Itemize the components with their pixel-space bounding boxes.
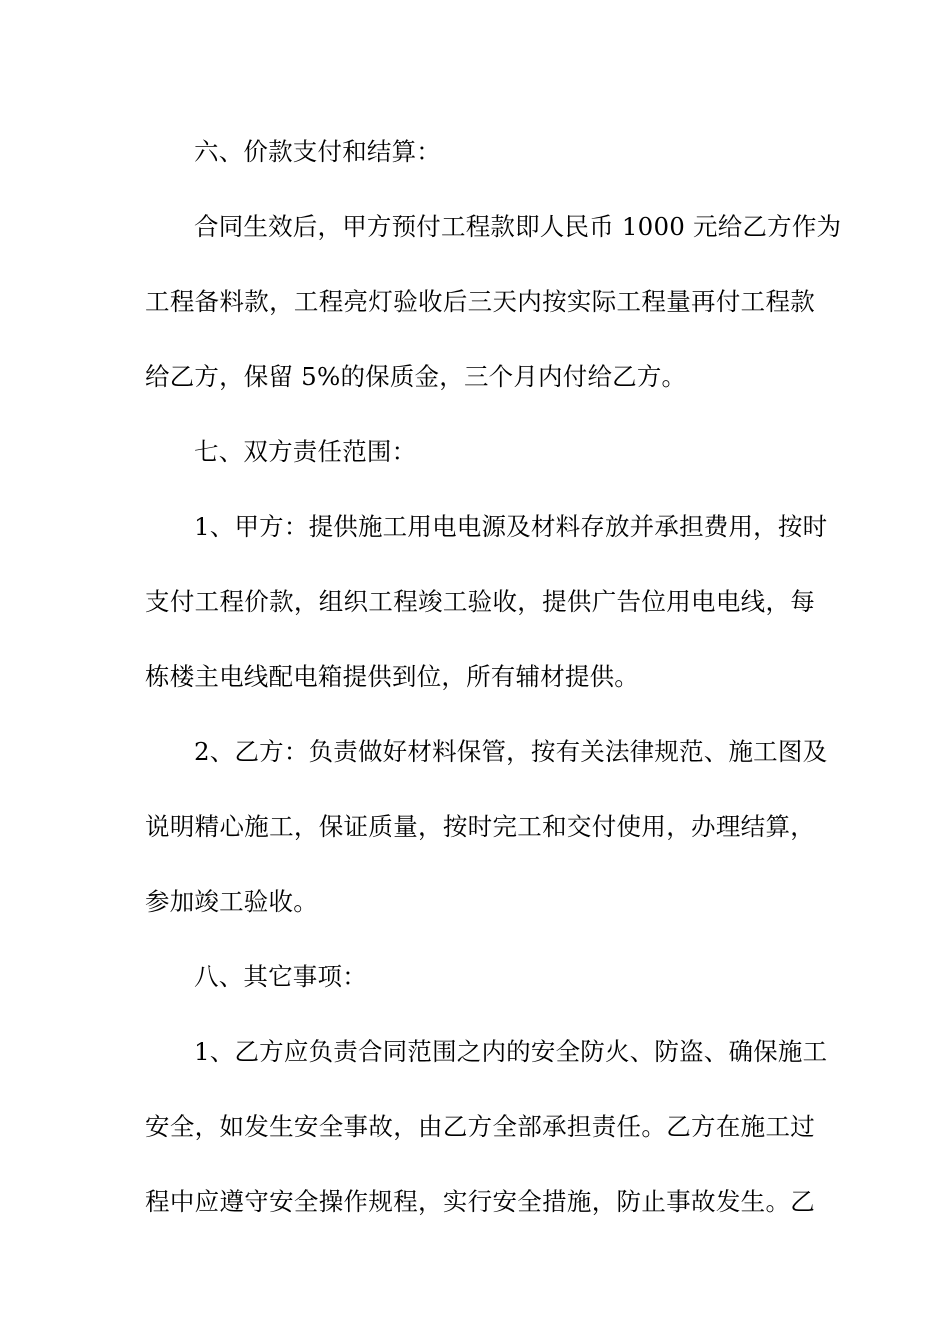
paragraph-line: 说明精心施工，保证质量，按时完工和交付使用，办理结算， <box>145 812 815 841</box>
paragraph-line: 1、甲方：提供施工用电电源及材料存放并承担费用，按时 <box>194 512 828 541</box>
paragraph-line: 栋楼主电线配电箱提供到位，所有辅材提供。 <box>145 662 639 691</box>
paragraph-line: 工程备料款，工程亮灯验收后三天内按实际工程量再付工程款 <box>145 287 815 316</box>
section-heading-other-matters: 八、其它事项： <box>194 962 367 991</box>
section-heading-responsibilities: 七、双方责任范围： <box>194 437 417 466</box>
paragraph-line: 1、乙方应负责合同范围之内的安全防火、防盗、确保施工 <box>194 1037 828 1066</box>
paragraph-line: 支付工程价款，组织工程竣工验收，提供广告位用电电线，每 <box>145 587 815 616</box>
paragraph-line: 安全，如发生安全事故，由乙方全部承担责任。乙方在施工过 <box>145 1112 815 1141</box>
paragraph-line: 2、乙方：负责做好材料保管，按有关法律规范、施工图及 <box>194 737 828 766</box>
paragraph-line: 合同生效后，甲方预付工程款即人民币 1000 元给乙方作为 <box>194 212 842 241</box>
section-heading-payment: 六、价款支付和结算： <box>194 137 441 166</box>
paragraph-line: 给乙方，保留 5%的保质金，三个月内付给乙方。 <box>145 362 687 391</box>
paragraph-line: 参加竣工验收。 <box>145 887 318 916</box>
paragraph-line: 程中应遵守安全操作规程，实行安全措施，防止事故发生。乙 <box>145 1187 815 1216</box>
